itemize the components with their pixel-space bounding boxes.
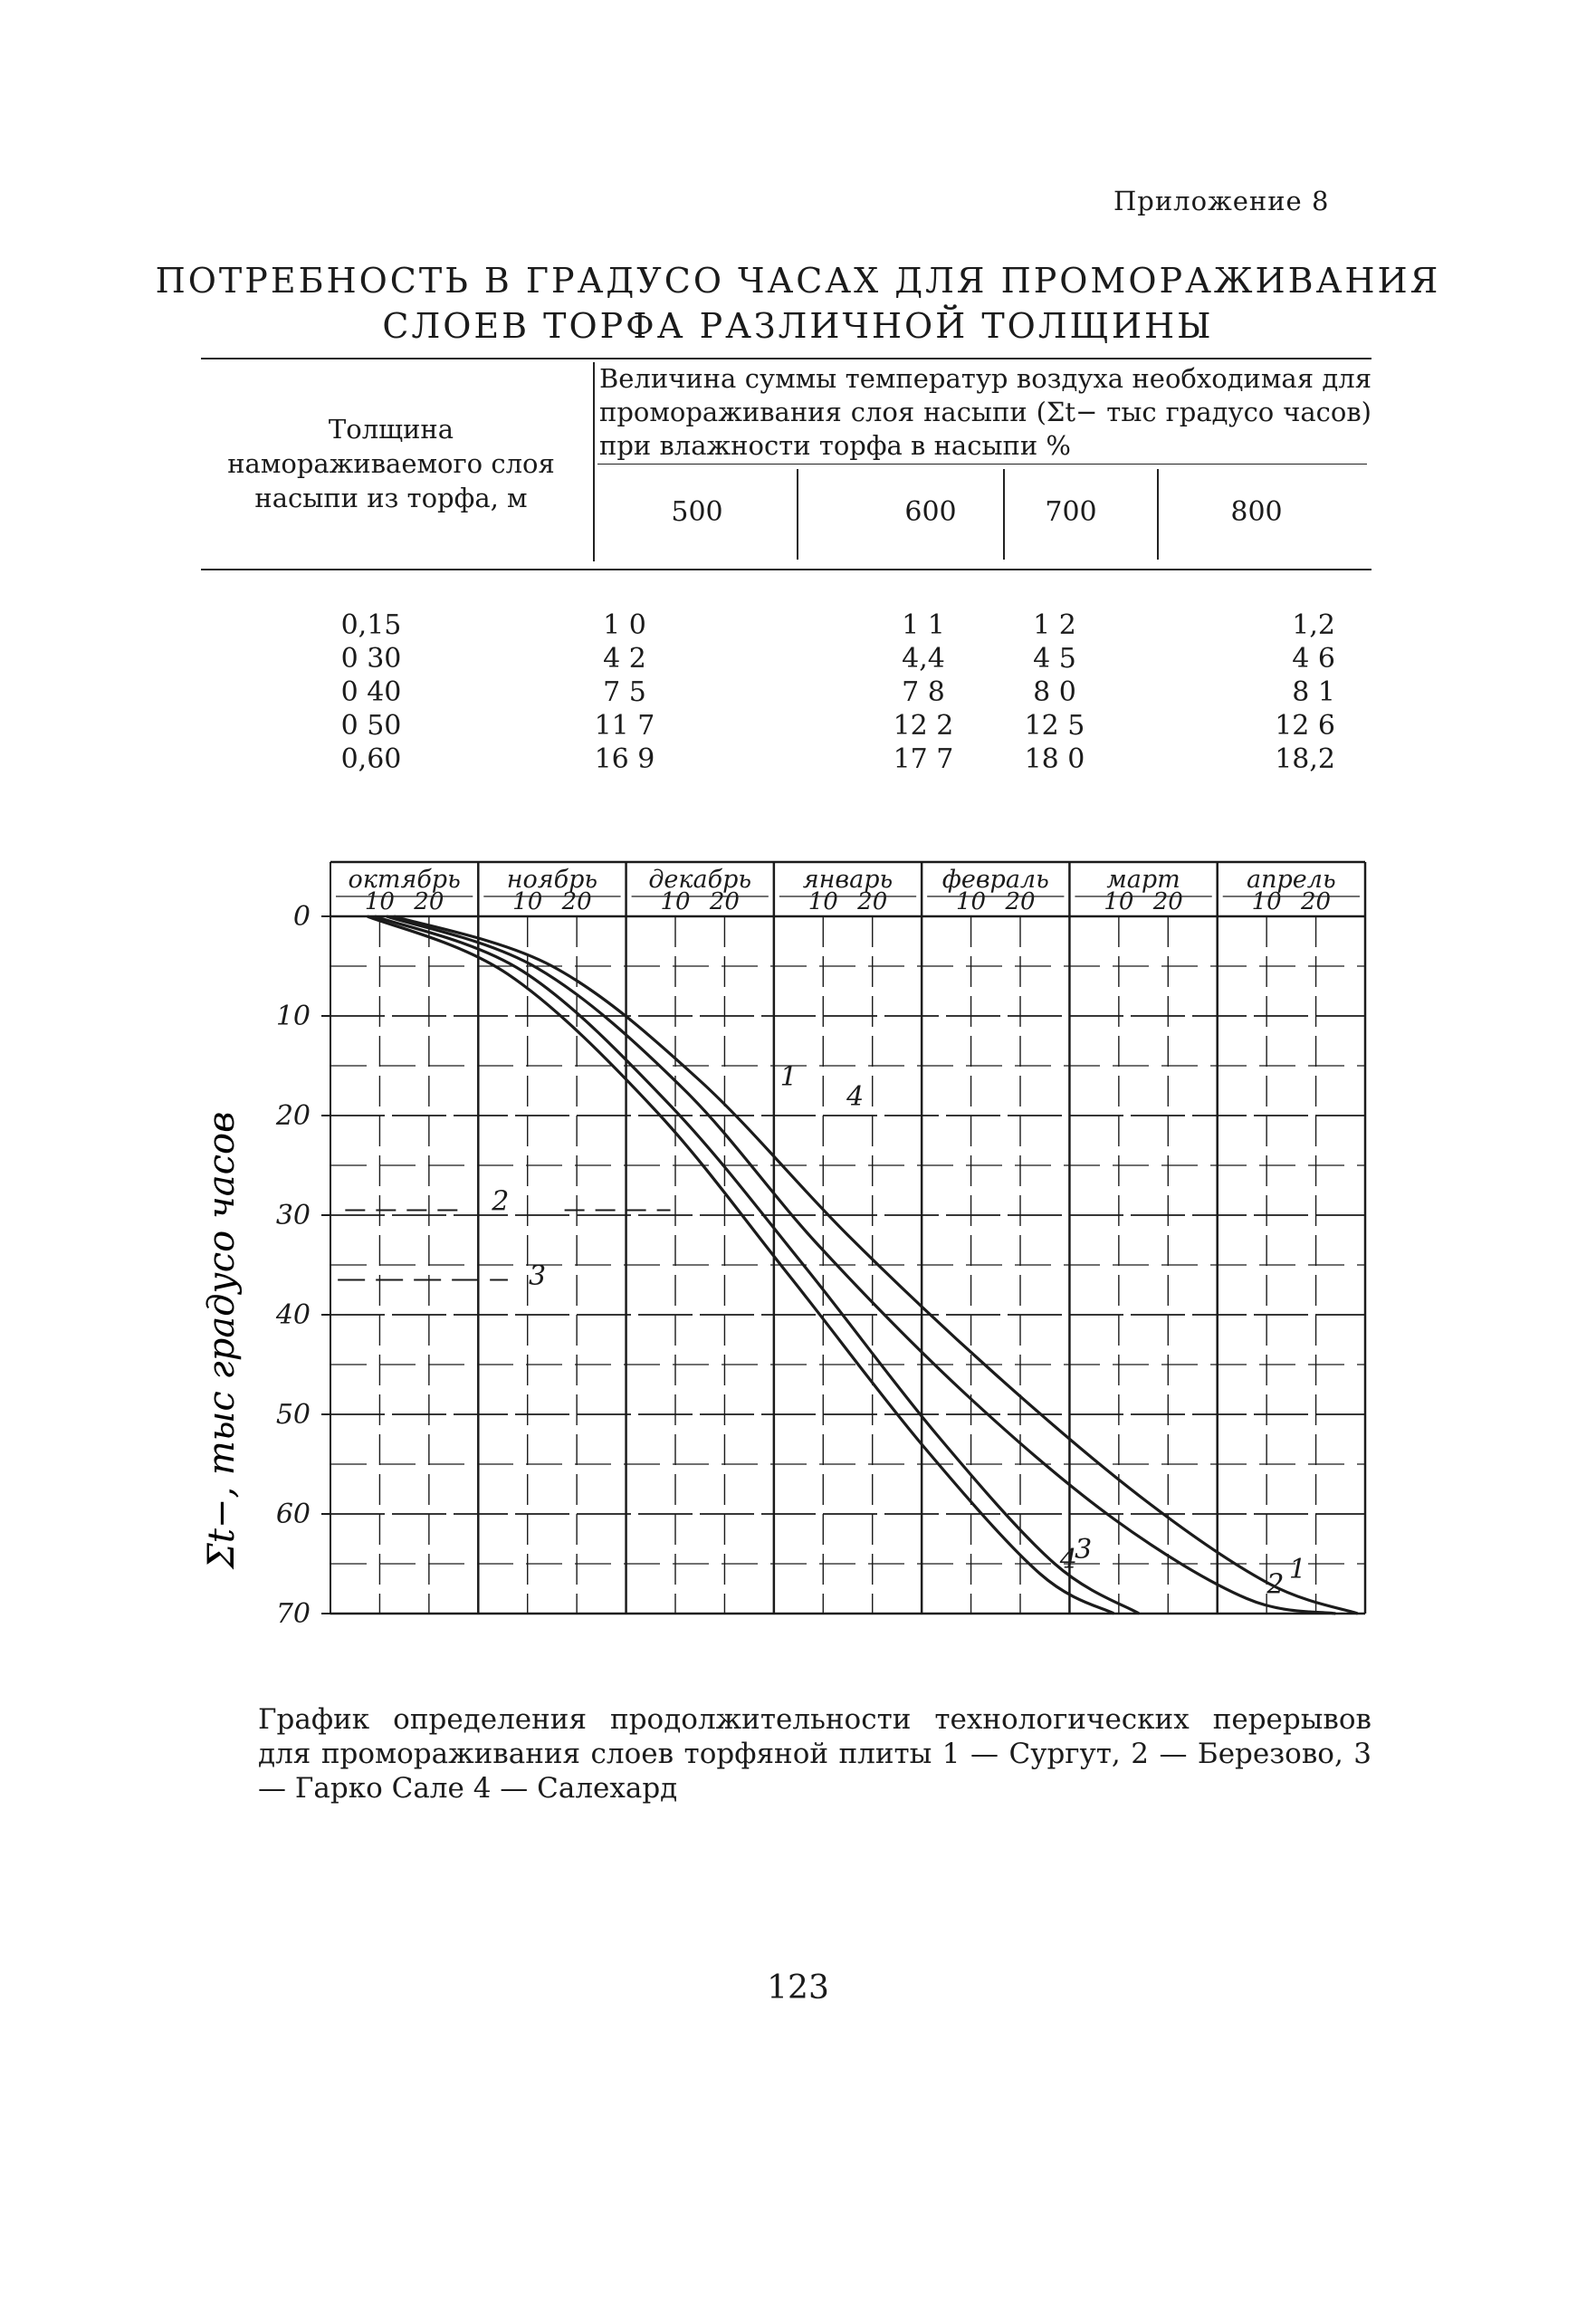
- table-cell-thickness: 0 40: [340, 676, 402, 708]
- page-title-line-1: ПОТРЕБНОСТЬ В ГРАДУСО ЧАСАХ ДЛЯ ПРОМОРАЖИВАНИЯ: [155, 261, 1441, 301]
- month-label-5: март: [1106, 866, 1180, 894]
- day-tick-label: 20: [1152, 888, 1183, 915]
- table-cell: 7 5: [603, 676, 646, 708]
- thickness-header: Толщина намораживаемого слоя насыпи из торфа, м: [227, 414, 555, 513]
- annotation-label-2: 2: [492, 1185, 510, 1218]
- series-end-label-1: 1: [1288, 1554, 1306, 1585]
- annotation-label-1: 4: [846, 1081, 865, 1113]
- chart-y-axis-label: Σt−, тыс градусо часов: [201, 1111, 243, 1569]
- day-tick-label: 10: [512, 888, 543, 915]
- month-label-2: декабрь: [648, 866, 752, 894]
- day-tick-label: 20: [1005, 888, 1036, 915]
- day-tick-label: 10: [660, 888, 691, 915]
- day-tick-label: 20: [561, 888, 592, 915]
- table-cell: 8 0: [1033, 676, 1076, 708]
- table-cell: 7 8: [902, 676, 945, 708]
- table-cell: 4,4: [902, 643, 945, 675]
- col-header-700: 700: [1045, 496, 1097, 528]
- figure-caption: График определения продолжительности технологических перерывов для промораживания слоев торфяной плиты 1 — Сургут, 2 — Березово, 3 — Гарко Сале 4 — Салехард: [258, 1703, 1371, 1805]
- table-cell: 8 1: [1292, 676, 1335, 708]
- table-cell: 4 2: [603, 643, 646, 675]
- annotation-label-3: 3: [529, 1260, 547, 1292]
- day-tick-label: 10: [1251, 888, 1282, 915]
- day-tick-label: 10: [956, 888, 987, 915]
- chart-series: [368, 916, 1358, 1614]
- chart-grid: [330, 862, 1365, 1614]
- value-header: Величина суммы температур воздуха необходимая для промораживания слоя насыпи (Σt− тыс градусо часов) при влажности торфа в насыпи %: [599, 363, 1371, 461]
- col-header-500: 500: [671, 496, 723, 528]
- chart-annotations: [338, 1061, 864, 1292]
- series-end-label-4: 4: [1059, 1544, 1077, 1576]
- table-cell: 1 1: [902, 609, 945, 641]
- table-cell-thickness: 0,15: [340, 609, 402, 641]
- day-tick-label: 20: [1301, 888, 1332, 915]
- y-tick-label: 70: [275, 1598, 311, 1630]
- table-cell: 12 5: [1024, 710, 1085, 742]
- day-tick-label: 10: [1104, 888, 1134, 915]
- y-tick-label: 20: [275, 1100, 311, 1132]
- month-label-6: апрель: [1247, 866, 1336, 894]
- day-tick-label: 10: [364, 888, 395, 915]
- table-cell-thickness: 0 30: [340, 643, 402, 675]
- y-tick-label: 50: [275, 1399, 311, 1431]
- table-cell: 12 2: [893, 710, 954, 742]
- day-tick-label: 10: [808, 888, 838, 915]
- table-cell: 18,2: [1275, 743, 1335, 775]
- y-tick-label: 10: [275, 1001, 311, 1032]
- col-header-800: 800: [1230, 496, 1283, 528]
- day-tick-label: 20: [857, 888, 888, 915]
- chart-month-labels: [336, 866, 1360, 915]
- col-header-600: 600: [904, 496, 957, 528]
- table-cell: 4 5: [1033, 643, 1076, 675]
- table-cell: 17 7: [893, 743, 954, 775]
- day-tick-label: 20: [414, 888, 444, 915]
- month-label-0: октябрь: [348, 866, 461, 894]
- page-number: 123: [767, 1969, 829, 2007]
- table-cell: 1 0: [603, 609, 646, 641]
- table-cell: 16 9: [594, 743, 655, 775]
- table-cell: 18 0: [1024, 743, 1085, 775]
- table-cell: 1,2: [1292, 609, 1335, 641]
- month-label-4: февраль: [941, 866, 1049, 894]
- table-cell: 11 7: [594, 710, 655, 742]
- table-cell: 4 6: [1292, 643, 1335, 675]
- y-tick-label: 40: [275, 1299, 311, 1331]
- table-cell-thickness: 0,60: [340, 743, 402, 775]
- y-tick-label: 0: [292, 901, 311, 933]
- day-tick-label: 20: [709, 888, 740, 915]
- table-cell: 12 6: [1275, 710, 1335, 742]
- table-cell-thickness: 0 50: [340, 710, 402, 742]
- annotation-label-0: 1: [779, 1061, 798, 1093]
- appendix-label: Приложение 8: [1113, 186, 1330, 216]
- series-end-label-2: 2: [1266, 1568, 1285, 1601]
- table-cell: 1 2: [1033, 609, 1076, 641]
- series-end-label-3: 3: [1075, 1534, 1093, 1566]
- month-label-1: ноябрь: [506, 866, 598, 894]
- chart-y-ticks: [275, 901, 330, 1630]
- y-tick-label: 60: [275, 1499, 311, 1530]
- month-label-3: январь: [802, 866, 894, 894]
- page-title-line-2: СЛОЕВ ТОРФА РАЗЛИЧНОЙ ТОЛЩИНЫ: [382, 306, 1214, 346]
- y-tick-label: 30: [275, 1200, 311, 1231]
